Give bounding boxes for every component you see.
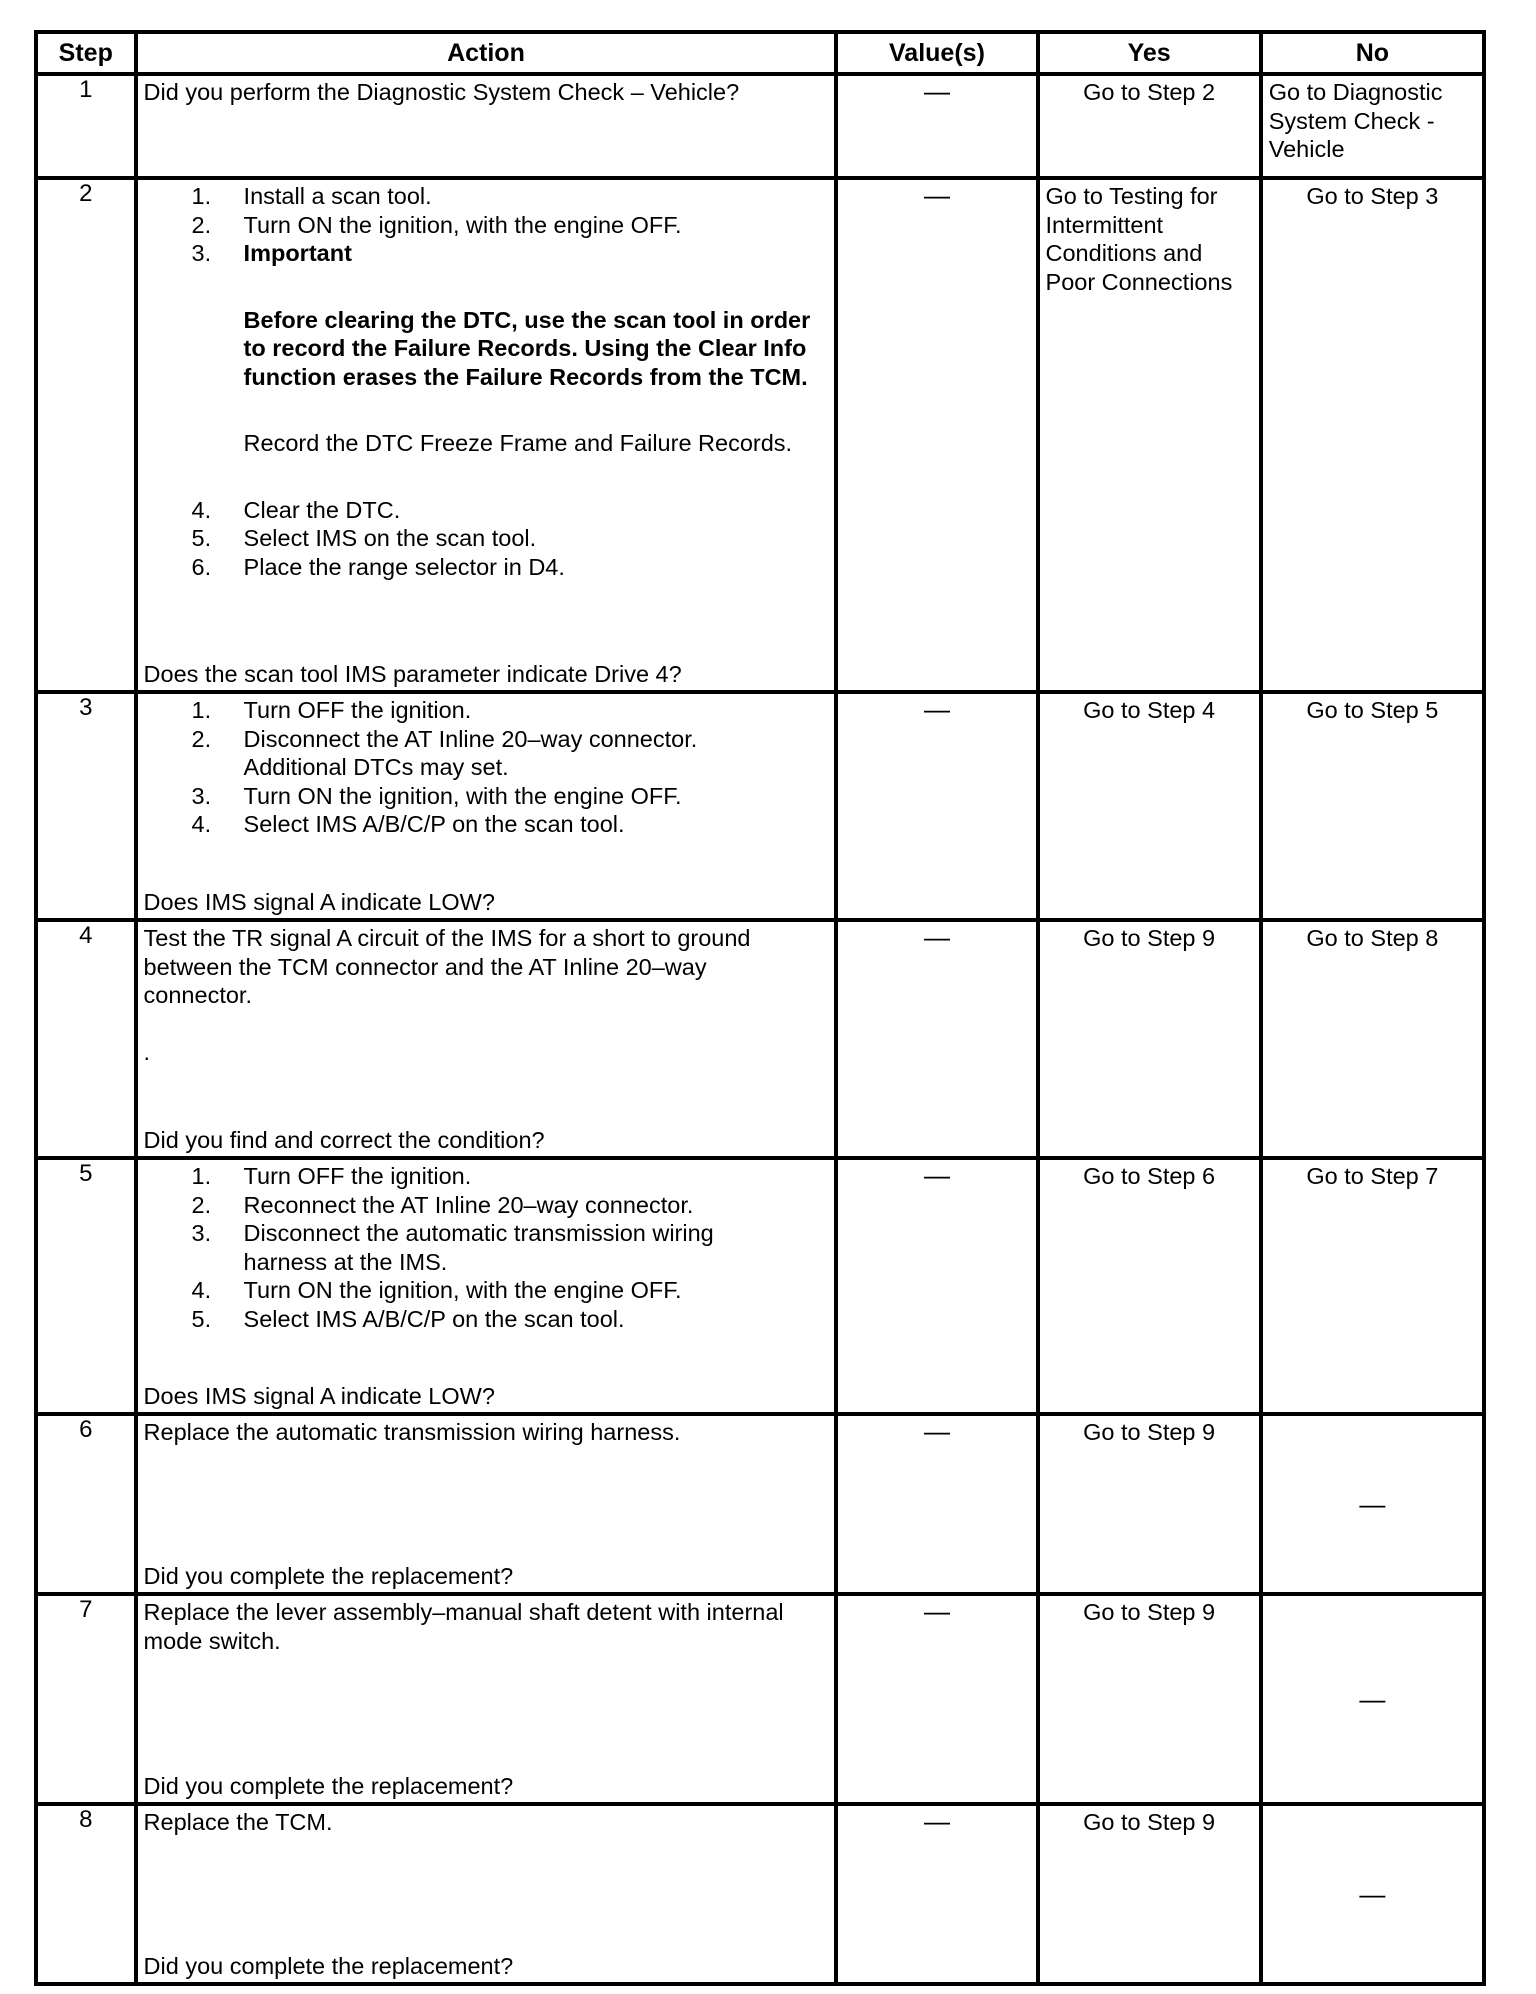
value-cell: — bbox=[836, 1804, 1037, 1984]
action-question: Did you complete the replacement? bbox=[143, 1772, 514, 1799]
list-item: 3. Disconnect the automatic transmission wiring harness at the IMS. bbox=[191, 1220, 714, 1275]
action-question: Does IMS signal A indicate LOW? bbox=[143, 1382, 495, 1409]
yes-cell bbox=[1038, 692, 1261, 920]
yes-cell bbox=[1038, 1158, 1261, 1414]
no-cell bbox=[1261, 1158, 1484, 1414]
list-item: 3. Turn ON the ignition, with the engine OFF. bbox=[191, 782, 682, 809]
no-link[interactable]: Go to Step 7 bbox=[1306, 1163, 1439, 1189]
yes-link[interactable]: Go to Step 9 bbox=[1083, 1599, 1216, 1625]
list-item: 1. Install a scan tool. bbox=[191, 183, 432, 209]
action-cell bbox=[136, 74, 837, 178]
yes-link[interactable]: Go to Step 9 bbox=[1083, 1419, 1216, 1445]
list-item: 3. Important bbox=[191, 240, 352, 266]
list-item: 2. Disconnect the AT Inline 20–way connector. Additional DTCs may set. bbox=[191, 725, 698, 780]
list-item: 4. Clear the DTC. bbox=[191, 496, 401, 523]
list-item: 1. Turn OFF the ignition. bbox=[191, 1163, 472, 1189]
header-values: Value(s) bbox=[836, 32, 1037, 74]
header-action: Action bbox=[136, 32, 837, 74]
no-link[interactable]: Go to Step 5 bbox=[1306, 697, 1439, 723]
action-question: Does IMS signal A indicate LOW? bbox=[143, 888, 495, 915]
yes-cell bbox=[1038, 1804, 1261, 1984]
list-item: 6. Place the range selector in D4. bbox=[191, 553, 565, 580]
no-link[interactable]: Go to Diagnostic System Check - Vehicle bbox=[1268, 79, 1443, 162]
header-yes: Yes bbox=[1038, 32, 1261, 74]
action-cell bbox=[136, 178, 837, 692]
action-note: . bbox=[143, 1038, 151, 1065]
value-cell: — bbox=[836, 1594, 1037, 1804]
yes-cell bbox=[1038, 920, 1261, 1158]
step-number: 7 bbox=[36, 1594, 136, 1804]
yes-cell bbox=[1038, 178, 1261, 692]
action-text: Replace the automatic transmission wiring harness. bbox=[143, 1419, 681, 1445]
no-cell: — bbox=[1261, 1804, 1484, 1984]
action-text: Did you perform the Diagnostic System Check – Vehicle? bbox=[143, 79, 740, 105]
action-question: Did you complete the replacement? bbox=[143, 1952, 514, 1979]
step-number: 4 bbox=[36, 920, 136, 1158]
yes-link[interactable]: Go to Step 2 bbox=[1083, 79, 1216, 105]
no-cell: — bbox=[1261, 1594, 1484, 1804]
action-question: Does the scan tool IMS parameter indicate Drive 4? bbox=[143, 660, 682, 687]
diagnostic-table bbox=[34, 30, 1486, 1986]
table-row-step-6 bbox=[36, 1414, 1484, 1594]
important-followup: Record the DTC Freeze Frame and Failure Records. bbox=[243, 430, 793, 456]
table-row-step-4 bbox=[36, 920, 1484, 1158]
yes-link[interactable]: Go to Step 9 bbox=[1083, 925, 1216, 951]
yes-link[interactable]: Go to Testing for Intermittent Conditions and Poor Connections bbox=[1045, 183, 1233, 295]
list-item: 5. Select IMS on the scan tool. bbox=[191, 525, 537, 551]
step-number: 6 bbox=[36, 1414, 136, 1594]
action-cell bbox=[136, 1804, 837, 1984]
table-row-step-2 bbox=[36, 178, 1484, 692]
important-note: Before clearing the DTC, use the scan tool in order to record the Failure Records. Using the Clear Info function erases the Failure Records from the TCM. bbox=[243, 306, 811, 390]
yes-cell bbox=[1038, 1414, 1261, 1594]
step-list bbox=[144, 696, 829, 839]
action-cell bbox=[136, 1414, 837, 1594]
action-text: Replace the TCM. bbox=[143, 1809, 333, 1835]
table-row-step-5 bbox=[36, 1158, 1484, 1414]
action-question: Did you find and correct the condition? bbox=[143, 1126, 545, 1153]
table-row-step-8 bbox=[36, 1804, 1484, 1984]
header-step: Step bbox=[36, 32, 136, 74]
no-cell bbox=[1261, 74, 1484, 178]
yes-link[interactable]: Go to Step 9 bbox=[1083, 1809, 1216, 1835]
list-item: 4. Select IMS A/B/C/P on the scan tool. bbox=[191, 811, 625, 837]
action-text: Replace the lever assembly–manual shaft detent with internal mode switch. bbox=[143, 1599, 784, 1654]
yes-cell bbox=[1038, 1594, 1261, 1804]
step-list bbox=[144, 496, 829, 582]
action-cell bbox=[136, 1158, 837, 1414]
list-item: 5. Select IMS A/B/C/P on the scan tool. bbox=[191, 1305, 625, 1332]
no-cell bbox=[1261, 920, 1484, 1158]
value-cell: — bbox=[836, 1414, 1037, 1594]
no-cell: — bbox=[1261, 1414, 1484, 1594]
step-number: 8 bbox=[36, 1804, 136, 1984]
value-cell: — bbox=[836, 178, 1037, 692]
table-row-step-1 bbox=[36, 74, 1484, 178]
no-link[interactable]: Go to Step 3 bbox=[1306, 183, 1439, 209]
action-question: Did you complete the replacement? bbox=[143, 1562, 514, 1589]
value-cell: — bbox=[836, 692, 1037, 920]
step-number: 1 bbox=[36, 74, 136, 178]
table-row-step-3 bbox=[36, 692, 1484, 920]
no-cell bbox=[1261, 178, 1484, 692]
action-cell bbox=[136, 692, 837, 920]
value-cell: — bbox=[836, 920, 1037, 1158]
value-cell: — bbox=[836, 74, 1037, 178]
step-number: 3 bbox=[36, 692, 136, 920]
yes-link[interactable]: Go to Step 6 bbox=[1083, 1163, 1216, 1189]
action-cell bbox=[136, 1594, 837, 1804]
no-link[interactable]: Go to Step 8 bbox=[1306, 925, 1439, 951]
step-number: 5 bbox=[36, 1158, 136, 1414]
step-list bbox=[144, 1162, 829, 1333]
step-list bbox=[144, 182, 829, 268]
list-item: 2. Reconnect the AT Inline 20–way connector. bbox=[191, 1191, 694, 1218]
table-row-step-7 bbox=[36, 1594, 1484, 1804]
list-item: 4. Turn ON the ignition, with the engine OFF. bbox=[191, 1277, 682, 1303]
no-cell bbox=[1261, 692, 1484, 920]
value-cell: — bbox=[836, 1158, 1037, 1414]
action-cell bbox=[136, 920, 837, 1158]
header-no: No bbox=[1261, 32, 1484, 74]
yes-cell bbox=[1038, 74, 1261, 178]
list-item: 1. Turn OFF the ignition. bbox=[191, 697, 472, 723]
yes-link[interactable]: Go to Step 4 bbox=[1083, 697, 1216, 723]
step-number: 2 bbox=[36, 178, 136, 692]
list-item: 2. Turn ON the ignition, with the engine OFF. bbox=[191, 211, 682, 238]
action-text: Test the TR signal A circuit of the IMS for a short to ground between the TCM connector and the AT Inline 20–way connector. bbox=[143, 925, 751, 1008]
header-row bbox=[36, 32, 1484, 74]
